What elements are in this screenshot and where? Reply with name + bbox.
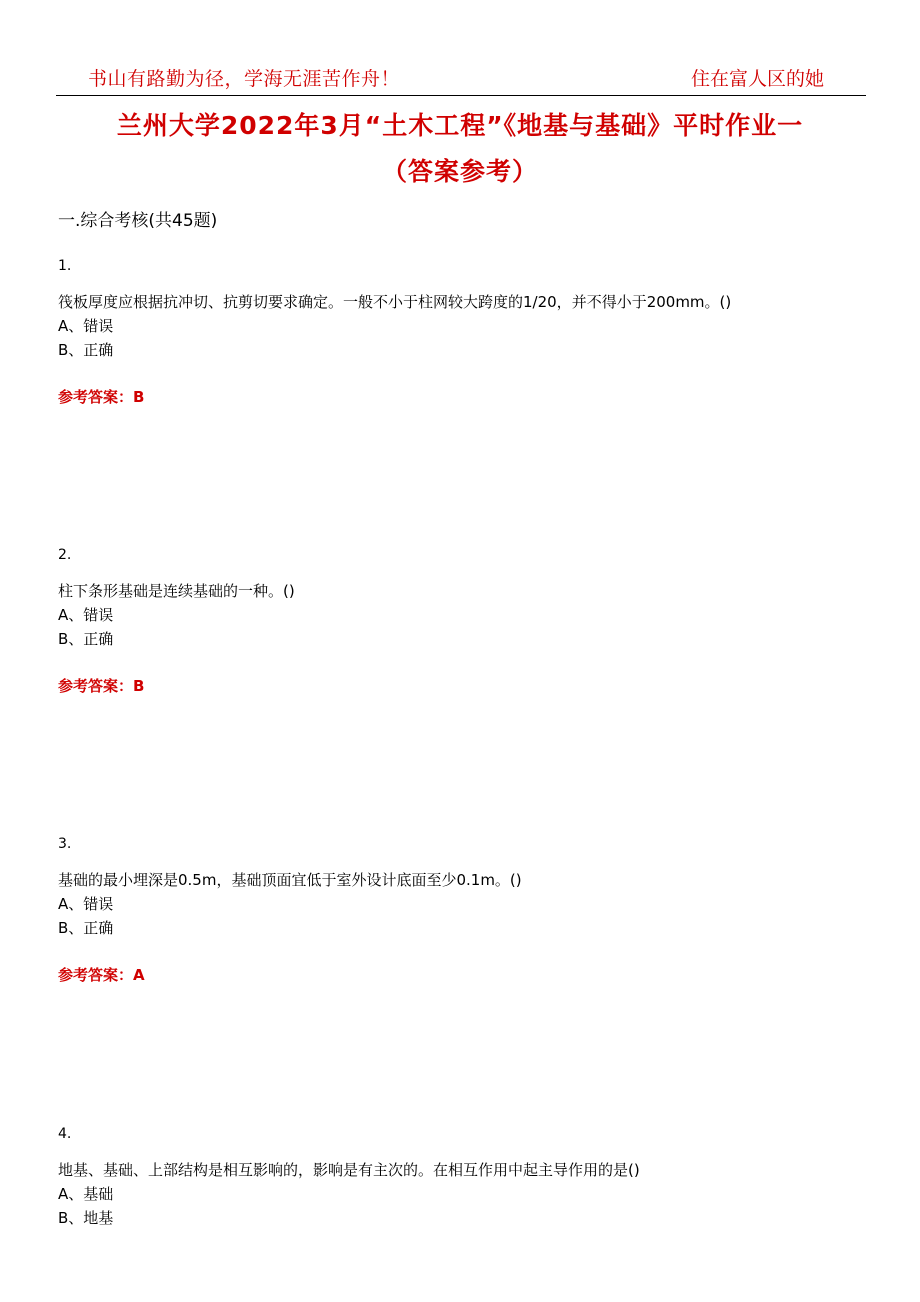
question-3: [58, 836, 888, 985]
option-a: A、错误: [58, 317, 114, 335]
option-b: B、正确: [58, 630, 114, 648]
option-b: B、正确: [58, 341, 114, 359]
question-text: 基础的最小埋深是0.5m，基础顶面宜低于室外设计底面至少0.1m。(): [58, 871, 522, 889]
question-2: [58, 547, 888, 696]
option-b: B、地基: [58, 1209, 114, 1227]
question-number: 3.: [58, 836, 72, 852]
header-divider: [56, 95, 866, 96]
reference-answer: 参考答案：B: [58, 388, 145, 406]
question-4: [58, 1126, 888, 1230]
reference-answer: 参考答案：B: [58, 677, 145, 695]
question-text: 柱下条形基础是连续基础的一种。(): [58, 582, 295, 600]
header-motto: 书山有路勤为径，学海无涯苦作舟！: [88, 68, 401, 90]
reference-answer: 参考答案：A: [58, 966, 145, 984]
question-text: 筏板厚度应根据抗冲切、抗剪切要求确定。一般不小于柱网较大跨度的1/20，并不得小于200mm。(): [58, 293, 732, 311]
document-subtitle: （答案参考）: [381, 157, 538, 186]
section-heading: 一.综合考核(共45题): [58, 211, 218, 231]
option-a: A、错误: [58, 606, 114, 624]
option-a: A、错误: [58, 895, 114, 913]
question-number: 1.: [58, 258, 72, 274]
header-tagline: 住在富人区的她: [690, 68, 824, 90]
question-1: [58, 258, 888, 407]
question-number: 4.: [58, 1126, 72, 1142]
option-a: A、基础: [58, 1185, 114, 1203]
document-title: 兰州大学2022年3月“土木工程”《地基与基础》平时作业一: [116, 111, 804, 140]
question-text: 地基、基础、上部结构是相互影响的，影响是有主次的。在相互作用中起主导作用的是(): [58, 1161, 640, 1179]
question-number: 2.: [58, 547, 72, 563]
option-b: B、正确: [58, 919, 114, 937]
